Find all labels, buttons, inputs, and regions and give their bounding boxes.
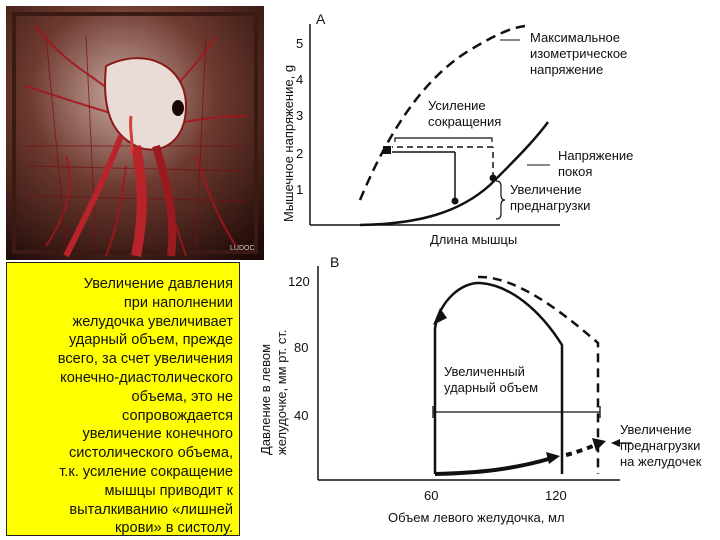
panel-a-note-rest-1: Напряжение bbox=[558, 148, 634, 163]
panel-a-ytick-4: 4 bbox=[296, 72, 304, 87]
panel-b-filling-curve bbox=[435, 458, 552, 474]
panel-b-ylabel-2: желудочке, мм рт. ст. bbox=[274, 329, 289, 455]
panel-a-ylabel: Мышечное напряжение, g bbox=[281, 64, 296, 222]
panel-b-note-preload-1: Увеличение bbox=[620, 422, 692, 437]
panel-b-ylabel-1: Давление в левом bbox=[258, 343, 273, 455]
panel-a-preload-brace bbox=[496, 181, 505, 219]
panel-b-ytick-120: 120 bbox=[288, 274, 310, 289]
panel-b-note-stroke-1: Увеличенный bbox=[444, 364, 525, 379]
panel-a-xlabel: Длина мышцы bbox=[430, 232, 518, 247]
panel-a bbox=[281, 11, 633, 247]
panel-b-xtick-60: 60 bbox=[424, 488, 439, 503]
panel-b-xtick-120: 120 bbox=[545, 488, 567, 503]
panel-b-xlabel: Объем левого желудочка, мл bbox=[388, 510, 565, 525]
panel-a-note-max-2: изометрическое bbox=[530, 46, 628, 61]
caption-text: Увеличение давления при наполнении желудочка увеличивает ударный объем, прежде всего, за счет увеличения конечно-диастолического объема, это не сопровождается увеличение конечного систолического объема, т.к. усиление сокращение мышцы приводит к выталкиванию «лишней крови» в систолу. bbox=[57, 276, 233, 537]
panel-a-note-preload-2: преднагрузки bbox=[510, 198, 591, 213]
panel-b bbox=[258, 254, 702, 525]
panel-a-ytick-1: 1 bbox=[296, 182, 304, 197]
panel-b-ejection-arrow bbox=[433, 308, 447, 325]
panel-a-point-rest-2 bbox=[490, 175, 497, 182]
panel-a-point-max bbox=[383, 146, 391, 154]
panel-a-note-contraction-2: сокращения bbox=[428, 114, 502, 129]
panel-a-note-max-1: Максимальное bbox=[530, 30, 620, 45]
panel-a-note-max-3: напряжение bbox=[530, 62, 604, 77]
panel-a-point-rest-1 bbox=[452, 198, 459, 205]
panel-b-note-preload-2: преднагрузки bbox=[620, 438, 701, 453]
panel-a-ytick-3: 3 bbox=[296, 108, 304, 123]
panel-b-filling-extension bbox=[566, 444, 598, 455]
panel-a-ytick-5: 5 bbox=[296, 36, 304, 51]
panel-a-letter: А bbox=[316, 11, 326, 27]
panel-a-note-preload-1: Увеличение bbox=[510, 182, 582, 197]
panel-b-ytick-80: 80 bbox=[294, 340, 309, 355]
panel-a-note-contraction-1: Усиление bbox=[428, 98, 486, 113]
panel-b-filling-arrow bbox=[546, 452, 560, 464]
panel-b-note-stroke-2: ударный объем bbox=[444, 380, 539, 395]
panel-b-note-preload-3: на желудочек bbox=[620, 454, 702, 469]
panel-a-contraction-bracket bbox=[395, 138, 492, 142]
panel-a-note-rest-2: покоя bbox=[558, 164, 593, 179]
artist-signature: LUDOC bbox=[230, 245, 255, 252]
panel-b-ytick-40: 40 bbox=[294, 408, 309, 423]
panel-b-letter: В bbox=[330, 254, 340, 270]
panel-a-ytick-2: 2 bbox=[296, 146, 304, 161]
